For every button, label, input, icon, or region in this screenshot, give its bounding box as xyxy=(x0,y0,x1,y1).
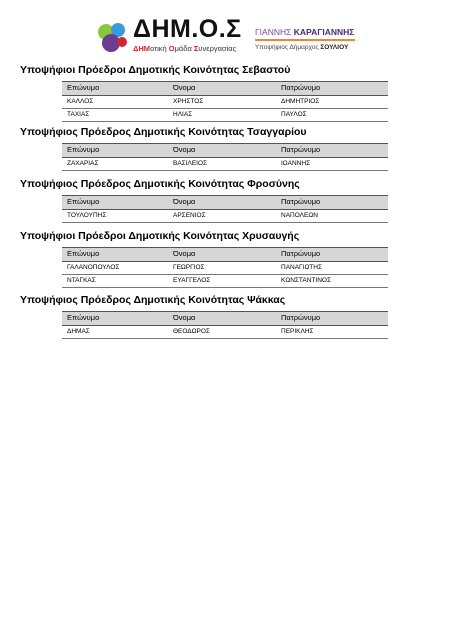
candidate-role xyxy=(255,44,365,51)
surname-cell: ΓΑΛΑΝΟΠΟΥΛΟΣ xyxy=(67,264,120,271)
name-cell: ΘΕΟΔΩΡΟΣ xyxy=(173,328,210,335)
candidate-first-name: ΓΙΑΝΝΗΣ xyxy=(255,27,292,37)
logo-subtitle xyxy=(133,44,236,53)
party-logo-icon xyxy=(96,20,130,54)
table-header xyxy=(62,81,388,96)
column-header: Όνομα xyxy=(173,249,196,258)
table-row xyxy=(62,210,388,223)
table-header xyxy=(62,143,388,158)
name-cell: ΑΡΣΕΝΙΟΣ xyxy=(173,212,206,219)
patronymic-cell: ΙΩΑΝΝΗΣ xyxy=(281,160,311,167)
table-row xyxy=(62,326,388,339)
section-title: Υποψήφιος Πρόεδρος Δημοτικής Κοινότητας Φροσύνης xyxy=(20,178,300,190)
surname-cell: ΖΑΧΑΡΙΑΣ xyxy=(67,160,99,167)
column-header: Επώνυμο xyxy=(67,83,100,92)
column-header: Όνομα xyxy=(173,83,196,92)
candidate-name xyxy=(255,27,365,37)
column-header: Όνομα xyxy=(173,197,196,206)
logo-circle-red xyxy=(117,37,127,47)
candidate-municipality: ΣΟΥΛΙΟΥ xyxy=(320,44,349,51)
name-cell: ΓΕΩΡΓΙΟΣ xyxy=(173,264,205,271)
logo-subtitle-part: οτική xyxy=(150,44,169,53)
logo-subtitle-part: μάδα xyxy=(174,44,194,53)
column-header: Επώνυμο xyxy=(67,249,100,258)
surname-cell: ΤΑΧΙΑΣ xyxy=(67,111,90,118)
column-header: Όνομα xyxy=(173,145,196,154)
section-title: Υποψήφιος Πρόεδρος Δημοτικής Κοινότητας Ψάκκας xyxy=(20,294,286,306)
patronymic-cell: ΠΕΡΙΚΛΗΣ xyxy=(281,328,314,335)
table-row xyxy=(62,96,388,109)
table-row xyxy=(62,262,388,275)
surname-cell: ΔΗΜΑΣ xyxy=(67,328,90,335)
candidates-table xyxy=(62,247,388,288)
candidate-role-text: Υποψήφιος Δήμαρχος xyxy=(255,44,319,51)
name-cell: ΕΥΑΓΓΕΛΟΣ xyxy=(173,277,211,284)
document-header xyxy=(0,0,452,62)
logo-title: ΔΗΜ.Ο.Σ xyxy=(133,15,242,43)
patronymic-cell: ΠΑΥΛΟΣ xyxy=(281,111,307,118)
column-header: Όνομα xyxy=(173,313,196,322)
table-header xyxy=(62,247,388,262)
table-header xyxy=(62,311,388,326)
patronymic-cell: ΝΑΠΟΛΕΩΝ xyxy=(281,212,318,219)
table-row xyxy=(62,158,388,171)
section-title: Υποψήφιοι Πρόεδροι Δημοτικής Κοινότητας Σεβαστού xyxy=(20,64,291,76)
section-title: Υποψήφιοι Πρόεδροι Δημοτικής Κοινότητας Χρυσαυγής xyxy=(20,230,300,242)
candidate-block xyxy=(255,27,365,51)
candidate-underline xyxy=(255,39,355,41)
logo-subtitle-part: ΔΗΜ xyxy=(133,44,151,53)
patronymic-cell: ΚΩΝΣΤΑΝΤΙΝΟΣ xyxy=(281,277,331,284)
column-header: Πατρώνυμο xyxy=(281,313,321,322)
logo-subtitle-part: υνεργασίας xyxy=(198,44,237,53)
table-row xyxy=(62,109,388,122)
candidates-table xyxy=(62,311,388,339)
column-header: Πατρώνυμο xyxy=(281,83,321,92)
table-row xyxy=(62,275,388,288)
candidates-table xyxy=(62,143,388,171)
column-header: Επώνυμο xyxy=(67,145,100,154)
name-cell: ΧΡΗΣΤΟΣ xyxy=(173,98,204,105)
surname-cell: ΝΤΑΓΚΑΣ xyxy=(67,277,96,284)
column-header: Πατρώνυμο xyxy=(281,249,321,258)
logo-subtitle-part: Σ xyxy=(193,44,199,53)
surname-cell: ΚΑΛΛΟΣ xyxy=(67,98,94,105)
candidates-table xyxy=(62,81,388,122)
column-header: Πατρώνυμο xyxy=(281,197,321,206)
column-header: Επώνυμο xyxy=(67,197,100,206)
candidate-last-name: ΚΑΡΑΓΙΑΝΝΗΣ xyxy=(293,27,355,37)
column-header: Πατρώνυμο xyxy=(281,145,321,154)
section-title: Υποψήφιος Πρόεδρος Δημοτικής Κοινότητας Τσαγγαρίου xyxy=(20,126,307,138)
column-header: Επώνυμο xyxy=(67,313,100,322)
candidates-table xyxy=(62,195,388,223)
name-cell: ΒΑΣΙΛΕΙΟΣ xyxy=(173,160,208,167)
table-header xyxy=(62,195,388,210)
patronymic-cell: ΠΑΝΑΓΙΩΤΗΣ xyxy=(281,264,322,271)
surname-cell: ΤΟΥΛΟΥΠΗΣ xyxy=(67,212,107,219)
name-cell: ΗΛΙΑΣ xyxy=(173,111,193,118)
patronymic-cell: ΔΗΜΗΤΡΙΟΣ xyxy=(281,98,320,105)
logo-subtitle-part: Ο xyxy=(168,44,175,53)
